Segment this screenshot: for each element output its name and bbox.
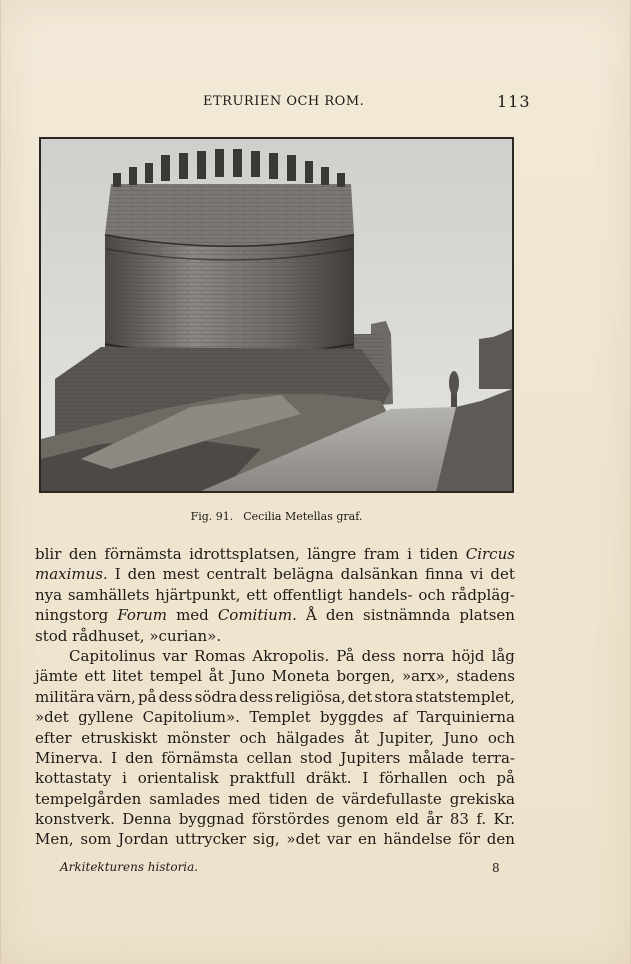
word: platsen	[459, 606, 515, 625]
word: idrottsplatsen,	[189, 545, 300, 563]
word: handels-	[348, 585, 413, 604]
word: borgen,	[336, 667, 396, 686]
word: gyllene	[78, 708, 134, 727]
word: var	[162, 646, 188, 665]
word: Jordan	[118, 830, 169, 849]
word: tiden	[268, 789, 308, 808]
word: Forum	[117, 606, 167, 625]
word: södra	[194, 687, 238, 706]
word: för	[458, 830, 481, 849]
word: efter	[35, 728, 72, 747]
paragraph-1-line	[35, 626, 515, 646]
word: målade	[408, 748, 464, 767]
sheet-number: 8	[492, 861, 500, 875]
word: cellan	[246, 748, 292, 767]
word: f.	[476, 810, 487, 829]
word: Comitium.	[217, 606, 297, 625]
word: I	[111, 748, 118, 767]
word: med	[176, 606, 209, 625]
word: byggdes	[320, 708, 384, 727]
word: värn,	[96, 687, 136, 706]
word: dess	[239, 687, 274, 706]
figure-caption	[1, 510, 552, 523]
word: belägna	[273, 565, 334, 584]
word: På	[336, 646, 355, 665]
word: i	[122, 769, 127, 788]
word: stod	[35, 626, 68, 645]
word: Jupiters	[340, 748, 401, 767]
word: »arx»,	[401, 667, 450, 686]
tomb-photo-illustration	[41, 139, 512, 491]
word: blir	[35, 545, 62, 563]
word: af	[392, 708, 408, 727]
word: eld	[395, 810, 419, 829]
paragraph-2-line	[35, 666, 515, 686]
word: de	[315, 789, 335, 808]
word: praktfull	[229, 769, 296, 788]
word: »curian».	[149, 626, 222, 645]
word: Men,	[35, 830, 74, 849]
word: dräkt.	[305, 769, 352, 788]
word: Akropolis.	[252, 646, 330, 665]
word: konstverk.	[35, 810, 115, 829]
word: den	[125, 748, 154, 767]
word: det	[490, 565, 515, 584]
paragraph-2-line	[35, 707, 515, 727]
word: etruskiskt	[81, 728, 158, 747]
word: Å	[305, 606, 317, 625]
word: militära	[35, 687, 95, 706]
word: ett	[84, 667, 106, 686]
word: förnämsta	[161, 748, 239, 767]
word: en	[358, 830, 377, 849]
word: vi	[470, 565, 484, 584]
word: Romas	[194, 646, 246, 665]
word: rådhuset,	[72, 626, 145, 645]
word: jämte	[35, 667, 78, 686]
word: uttrycker	[175, 830, 247, 849]
word: orientalisk	[137, 769, 219, 788]
word: genom	[336, 810, 389, 829]
word: den	[486, 830, 515, 849]
word: Moneta	[271, 667, 330, 686]
word: I	[114, 565, 121, 584]
word: centralt	[206, 565, 267, 584]
paragraph-2-line	[35, 829, 515, 849]
word: det	[347, 687, 373, 706]
word: Capitolium».	[142, 708, 240, 727]
word: händelse	[383, 830, 452, 849]
word: längre	[307, 545, 357, 563]
word: Tarquinierna	[416, 708, 515, 727]
word: dalsänkan	[340, 565, 418, 584]
paragraph-1-line	[35, 585, 515, 605]
word: grekiska	[449, 789, 515, 808]
word: förstördes	[251, 810, 330, 829]
word: norra	[402, 646, 445, 665]
word: Denna	[122, 810, 172, 829]
word: terra-	[471, 748, 515, 767]
word: förhallen	[379, 769, 448, 788]
paragraph-1-line	[35, 544, 515, 564]
word: ett	[246, 585, 268, 604]
word: nya	[35, 585, 63, 604]
word: och	[239, 728, 267, 747]
signature-text: Arkitekturens historia.	[60, 860, 199, 874]
word: den	[68, 545, 97, 563]
word: åt	[208, 667, 224, 686]
word: på	[496, 769, 515, 788]
word: byggnad	[178, 810, 245, 829]
word: som	[80, 830, 112, 849]
word: litet	[112, 667, 143, 686]
word: Jupiter,	[378, 728, 435, 747]
word: religiösa,	[275, 687, 346, 706]
word: i	[407, 545, 412, 563]
word: sistnämnda	[363, 606, 451, 625]
word: maximus.	[35, 565, 108, 584]
word: den	[127, 565, 156, 584]
word: statstemplet,	[415, 687, 515, 706]
word: offentligt	[273, 585, 343, 604]
word: Juno	[230, 667, 265, 686]
word: mönster	[167, 728, 230, 747]
word: mest	[162, 565, 200, 584]
word: samhällets	[67, 585, 150, 604]
word: dess	[158, 687, 193, 706]
word: tiden	[419, 545, 459, 563]
word: och	[418, 585, 446, 604]
word: kottastaty	[35, 769, 112, 788]
figure-title: Cecilia Metellas graf.	[243, 510, 363, 523]
paragraph-2-line	[35, 748, 515, 768]
word: på	[137, 687, 157, 706]
word: var	[326, 830, 352, 849]
paragraph-2-line	[35, 687, 515, 707]
word: »det	[286, 830, 321, 849]
word: samlades	[149, 789, 221, 808]
page-number: 113	[497, 92, 531, 111]
word: ningstorg	[35, 606, 109, 625]
paragraph-2-line	[35, 646, 515, 666]
word: »det	[35, 708, 69, 727]
paragraph-2-line	[35, 809, 515, 829]
word: dess	[361, 646, 396, 665]
word: Kr.	[493, 810, 515, 829]
word: tempelgården	[35, 789, 142, 808]
word: hjärtpunkt,	[155, 585, 241, 604]
paragraph-2-line	[35, 789, 515, 809]
word: finna	[424, 565, 464, 584]
word: stadens	[456, 667, 515, 686]
word: stod	[300, 748, 333, 767]
word: tempel	[149, 667, 202, 686]
running-head: ETRURIEN OCH ROM.	[203, 94, 365, 109]
word: I	[362, 769, 369, 788]
word: fram	[363, 545, 400, 563]
paragraph-1-line	[35, 564, 515, 584]
word: den	[325, 606, 354, 625]
word: Minerva.	[35, 748, 104, 767]
word: Capitolinus	[69, 646, 156, 665]
word: värdefullaste	[342, 789, 442, 808]
paragraph-2-line	[35, 728, 515, 748]
word: stora	[374, 687, 414, 706]
word: Juno	[443, 728, 479, 747]
word: och	[458, 769, 486, 788]
word: och	[487, 728, 515, 747]
word: förnämsta	[104, 545, 182, 563]
paragraph-2-line	[35, 768, 515, 788]
word: åt	[354, 728, 370, 747]
body-text	[35, 544, 515, 850]
word: Templet	[249, 708, 311, 727]
word: Circus	[465, 545, 515, 563]
word: sig,	[252, 830, 280, 849]
word: 83	[449, 810, 469, 829]
word: låg	[491, 646, 515, 665]
figure-number: Fig. 91.	[190, 510, 234, 523]
figure-photograph	[39, 137, 514, 493]
word: höjd	[451, 646, 485, 665]
word: hälgades	[276, 728, 345, 747]
paragraph-1-line	[35, 605, 515, 625]
word: år	[426, 810, 443, 829]
word: med	[228, 789, 261, 808]
word: rådpläg-	[451, 585, 515, 604]
